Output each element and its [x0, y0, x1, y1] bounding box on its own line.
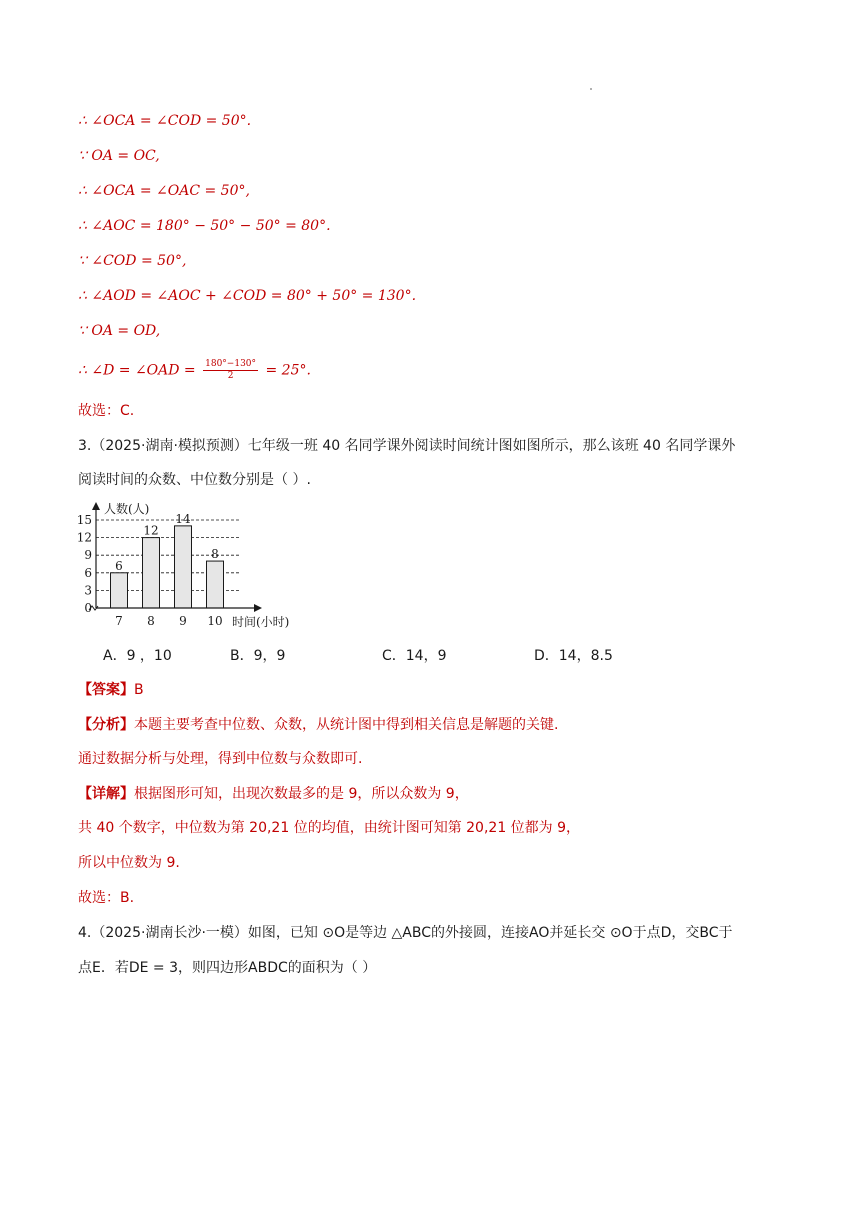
- answer-label: 【答案】: [78, 682, 134, 698]
- bar-8: [143, 538, 160, 608]
- choice-previous: 故选：C.: [78, 403, 135, 419]
- bar-7: [111, 573, 128, 608]
- x-tick-label-9: 9: [179, 614, 187, 628]
- analysis-label: 【分析】: [78, 717, 134, 733]
- q4-stem-line-2: 点E．若DE = 3，则四边形ABDC的面积为（ ）: [78, 960, 377, 976]
- solution-line-8-prefix: ∴ ∠D = ∠OAD =: [78, 362, 196, 379]
- bar-chart: [76, 498, 314, 636]
- solution-line-5: ∵ ∠COD = 50°,: [78, 253, 187, 269]
- y-tick-label-15: 15: [76, 513, 92, 527]
- q4-number: 4.: [78, 925, 92, 941]
- option-b: B．9，9: [230, 648, 286, 664]
- solution-line-2: ∵ OA = OC,: [78, 148, 160, 164]
- solution-line-3: ∴ ∠OCA = ∠OAC = 50°,: [78, 183, 250, 199]
- solution-line-8: [78, 359, 311, 382]
- option-c: C．14，9: [382, 648, 447, 664]
- data-label-8: 12: [143, 523, 159, 538]
- y-axis-label: 人数(人): [104, 502, 150, 516]
- solution-line-7: ∵ OA = OD,: [78, 323, 161, 339]
- q4-stem-line-1: [78, 923, 732, 943]
- detail-line-1: [78, 784, 469, 804]
- analysis-line-2: 通过数据分析与处理，得到中位数与众数即可.: [78, 751, 363, 767]
- x-axis-arrow: [254, 604, 262, 612]
- chart-bars: [111, 523, 224, 608]
- y-tick-label-6: 6: [84, 565, 92, 580]
- solution-line-6: ∴ ∠AOD = ∠AOC + ∠COD = 80° + 50° = 130°.: [78, 288, 417, 304]
- q3-stem-line-1: [78, 436, 735, 456]
- choice-q3: 故选：B.: [78, 890, 135, 906]
- fraction: [203, 359, 258, 382]
- answer-value: B: [134, 682, 144, 698]
- x-tick-label-8: 8: [147, 614, 155, 628]
- solution-line-4: ∴ ∠AOC = 180° − 50° − 50° = 80°.: [78, 218, 331, 234]
- q3-stem-text-1: 七年级一班 40 名同学课外阅读时间统计图如图所示，那么该班 40 名同学课外: [247, 438, 736, 454]
- option-a: A．9 ，10: [103, 648, 172, 664]
- detail-line-3: 所以中位数为 9.: [78, 855, 180, 871]
- detail-line-2: 共 40 个数字，中位数为第 20,21 位的均值，由统计图可知第 20,21 位都为 9，: [78, 820, 581, 836]
- scan-speck: [590, 88, 592, 90]
- fraction-denominator: 2: [227, 371, 234, 381]
- data-label-7: 6: [115, 558, 123, 573]
- x-tick-label-7: 7: [115, 614, 123, 628]
- y-tick-label-9: 9: [84, 548, 92, 563]
- data-label-9: 14: [175, 511, 191, 526]
- y-tick-label-0: 0: [84, 601, 92, 615]
- q3-source: （2025·湖南·模拟预测）: [91, 438, 248, 454]
- fraction-numerator: 180°−130°: [205, 359, 257, 369]
- detail-text-1: 根据图形可知，出现次数最多的是 9，所以众数为 9，: [134, 786, 469, 802]
- x-axis-label: 时间(小时): [232, 615, 290, 629]
- analysis-text-1: 本题主要考查中位数、众数，从统计图中得到相关信息是解题的关键.: [134, 717, 559, 733]
- solution-line-1: ∴ ∠OCA = ∠COD = 50°.: [78, 113, 252, 129]
- y-axis-arrow: [92, 502, 100, 510]
- bar-9: [175, 526, 192, 608]
- option-d: D．14，8.5: [534, 648, 613, 664]
- x-tick-label-10: 10: [207, 614, 223, 628]
- q3-stem-line-2: 阅读时间的众数、中位数分别是（ ）.: [78, 472, 311, 488]
- bar-10: [207, 561, 224, 608]
- detail-label: 【详解】: [78, 786, 134, 802]
- answer-line: [78, 680, 144, 700]
- y-tick-label-3: 3: [84, 583, 92, 598]
- solution-line-8-suffix: = 25°.: [265, 362, 311, 379]
- q4-stem-text-1: 如图，已知 ⊙O是等边 △ABC的外接圆，连接AO并延长交 ⊙O于点D，交BC于: [247, 925, 733, 941]
- y-tick-label-12: 12: [76, 530, 92, 545]
- q3-number: 3.: [78, 438, 92, 454]
- data-label-10: 8: [211, 547, 219, 562]
- q4-source: （2025·湖南长沙·一模）: [91, 925, 248, 941]
- analysis-line-1: [78, 715, 558, 735]
